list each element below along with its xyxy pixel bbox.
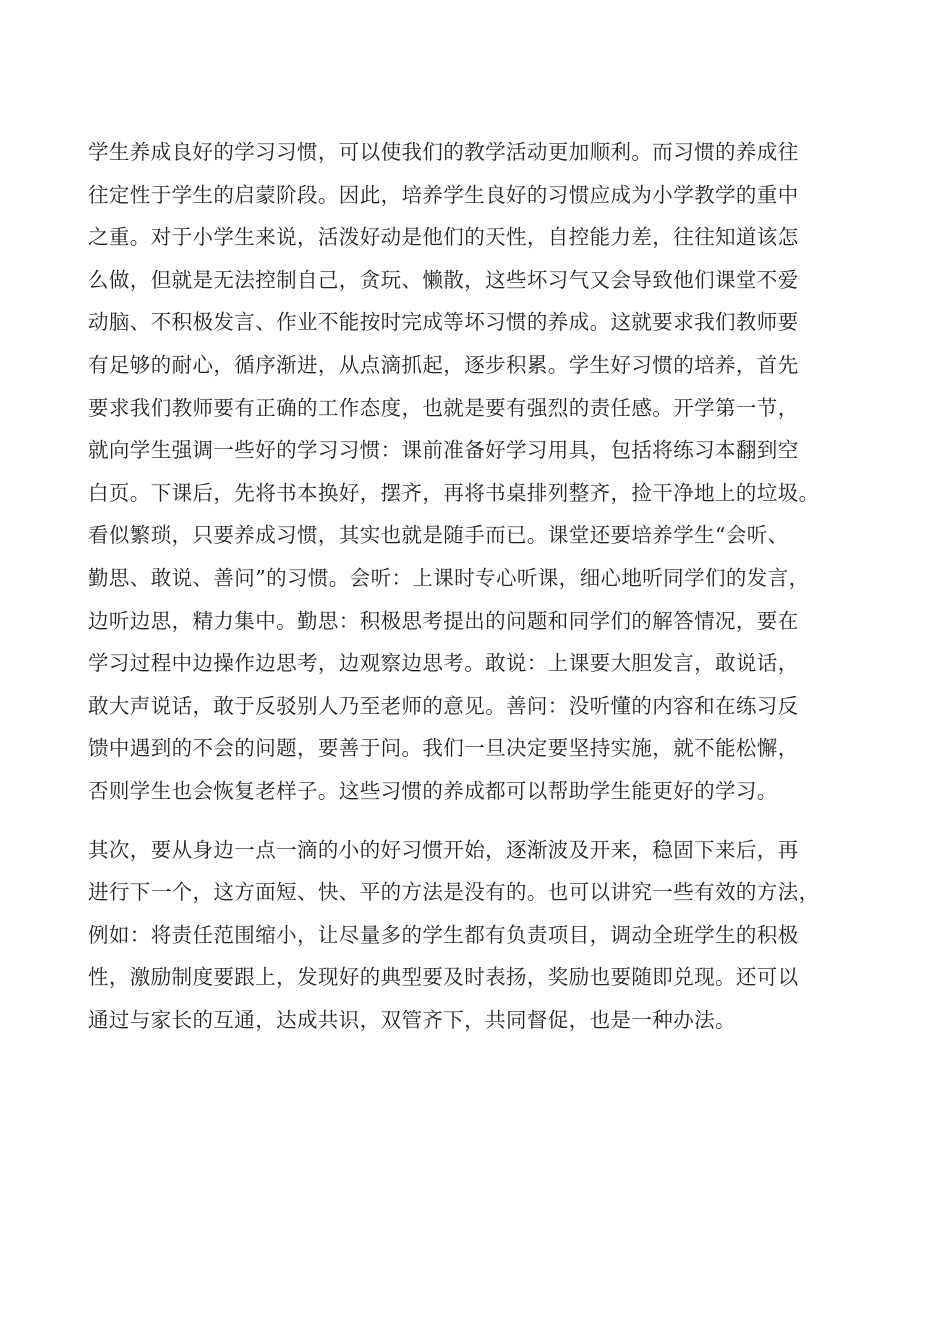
text-line: 否则学生也会恢复老样子。这些习惯的养成都可以帮助学生能更好的学习。 <box>88 778 778 803</box>
text-line: 往定性于学生的启蒙阶段。因此，培养学生良好的习惯应成为小学教学的重中 <box>88 182 799 207</box>
text-line: 勤思、敢说、善问”的习惯。会听：上课时专心听课，细心地听同学们的发言， <box>88 565 810 590</box>
text-line: 看似繁琐，只要养成习惯，其实也就是随手而已。课堂还要培养学生“会听、 <box>88 523 789 548</box>
text-line: 之重。对于小学生来说，活泼好动是他们的天性，自控能力差，往往知道该怎 <box>88 225 799 250</box>
text-line: 学生养成良好的学习习惯，可以使我们的教学活动更加顺利。而习惯的养成往 <box>88 140 799 164</box>
text-line: 馈中遇到的不会的问题，要善于问。我们一旦决定要坚持实施，就不能松懈， <box>88 736 799 761</box>
paragraph-2 <box>88 829 868 1042</box>
text-line: 性，激励制度要跟上，发现好的典型要及时表扬，奖励也要随即兑现。还可以 <box>88 965 799 990</box>
text-line: 就向学生强调一些好的学习习惯：课前准备好学习用具，包括将练习本翻到空 <box>88 438 799 463</box>
text-line: 要求我们教师要有正确的工作态度，也就是要有强烈的责任感。开学第一节， <box>88 395 799 420</box>
text-line: 白页。下课后，先将书本换好，摆齐，再将书桌排列整齐，捡干净地上的垃圾。 <box>88 480 820 505</box>
text-line: 么做，但就是无法控制自己，贪玩、懒散，这些坏习气又会导致他们课堂不爱 <box>88 267 799 292</box>
text-line: 通过与家长的互通，达成共识，双管齐下，共同督促，也是一种办法。 <box>88 1007 736 1032</box>
text-line: 其次，要从身边一点一滴的小的好习惯开始，逐渐波及开来，稳固下来后，再 <box>88 837 799 862</box>
text-line: 动脑、不积极发言、作业不能按时完成等坏习惯的养成。这就要求我们教师要 <box>88 310 799 335</box>
text-line: 有足够的耐心，循序渐进，从点滴抓起，逐步积累。学生好习惯的培养，首先 <box>88 352 799 377</box>
text-line: 敢大声说话，敢于反驳别人乃至老师的意见。善问：没听懂的内容和在练习反 <box>88 693 799 718</box>
text-line: 进行下一个，这方面短、快、平的方法是没有的。也可以讲究一些有效的方法， <box>88 880 820 905</box>
text-line: 边听边思，精力集中。勤思：积极思考提出的问题和同学们的解答情况，要在 <box>88 608 799 633</box>
document-body <box>88 131 868 1041</box>
paragraph-1 <box>88 131 868 813</box>
text-line: 学习过程中边操作边思考，边观察边思考。敢说：上课要大胆发言，敢说话， <box>88 651 799 676</box>
text-line: 例如：将责任范围缩小，让尽量多的学生都有负责项目，调动全班学生的积极 <box>88 922 799 947</box>
